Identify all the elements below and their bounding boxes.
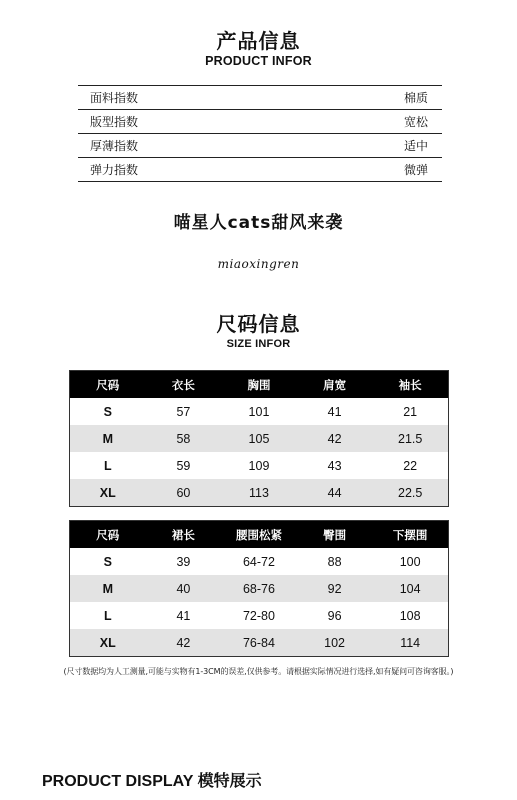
table-row [70,629,448,656]
value-cell: 21 [403,404,418,419]
size-cell: S [103,404,112,419]
value-cell: 60 [176,485,191,500]
header-cell: 臀围 [323,527,347,542]
attr-label: 弹力指数 [90,163,139,177]
product-info-subtitle: PRODUCT INFOR [205,54,312,68]
attr-value: 棉质 [403,91,428,105]
value-cell: 42 [176,635,191,650]
table-header-row [70,371,448,398]
size-cell: M [102,581,113,596]
header-cell: 尺码 [96,527,120,542]
table-row [70,452,448,479]
attr-label: 厚薄指数 [90,139,139,153]
value-cell: 100 [399,554,421,569]
header-cell: 尺码 [96,377,120,392]
table-row [70,575,448,602]
value-cell: 72-80 [242,608,275,623]
value-cell: 113 [249,485,269,500]
slogan-text: 喵星人cats甜风来袭 [173,213,344,233]
value-cell: 57 [176,404,191,419]
size-cell: L [103,608,112,623]
attribute-table [78,86,442,182]
value-cell: 88 [327,554,342,569]
attr-value: 适中 [403,139,428,153]
value-cell: 114 [400,635,421,650]
value-cell: 41 [327,404,342,419]
value-cell: 41 [176,608,191,623]
value-cell: 96 [327,608,342,623]
size-cell: L [103,458,112,473]
value-cell: 105 [248,431,270,446]
value-cell: 21.5 [398,431,423,446]
header-cell: 腰围松紧 [235,527,282,542]
header-cell: 袖长 [398,377,422,392]
size-cell: S [103,554,112,569]
attr-row-elasticity [78,158,442,182]
value-cell: 42 [327,431,342,446]
size-info-title: 尺码信息 [216,312,301,336]
attr-value: 宽松 [403,115,428,129]
value-cell: 92 [327,581,342,596]
table-row [70,398,448,425]
size-cell: XL [99,635,116,650]
header-cell: 胸围 [247,377,271,392]
attr-row-thickness [78,134,442,158]
value-cell: 40 [176,581,191,596]
table-row [70,425,448,452]
header-cell: 肩宽 [323,377,347,392]
value-cell: 39 [176,554,191,569]
value-cell: 44 [327,485,342,500]
value-cell: 43 [327,458,342,473]
table-row [70,602,448,629]
script-logo-text: miaoxingren [217,257,300,271]
product-info-title: 产品信息 [216,29,301,53]
value-cell: 109 [248,458,270,473]
value-cell: 68-76 [242,581,275,596]
size-table-bottom [69,520,449,657]
value-cell: 64-72 [242,554,275,569]
table-row [70,479,448,506]
header-cell: 下摆围 [392,527,428,542]
size-cell: XL [99,485,116,500]
value-cell: 76-84 [242,635,275,650]
attr-row-fit [78,110,442,134]
value-cell: 22 [403,458,418,473]
size-info-subtitle: SIZE INFOR [226,338,291,350]
size-table-top [69,370,449,507]
attr-row-fabric [78,86,442,110]
value-cell: 104 [399,581,421,596]
value-cell: 59 [176,458,191,473]
value-cell: 58 [176,431,191,446]
attr-label: 版型指数 [90,115,139,129]
header-cell: 裙长 [171,527,195,542]
attr-value: 微弹 [403,163,428,177]
measurement-note: (尺寸数据均为人工测量,可能与实物有1-3CM的误差,仅供参考。请根据实际情况进行选择,如有疑问可咨询客服。) [63,667,454,676]
product-display-heading: PRODUCT DISPLAY 模特展示 [42,773,262,790]
size-cell: M [102,431,113,446]
value-cell: 108 [399,608,421,623]
value-cell: 101 [248,404,270,419]
attr-label: 面料指数 [90,91,139,105]
table-row [70,548,448,575]
table-header-row [70,521,448,548]
value-cell: 22.5 [398,485,423,500]
value-cell: 102 [324,635,345,650]
header-cell: 衣长 [171,377,195,392]
